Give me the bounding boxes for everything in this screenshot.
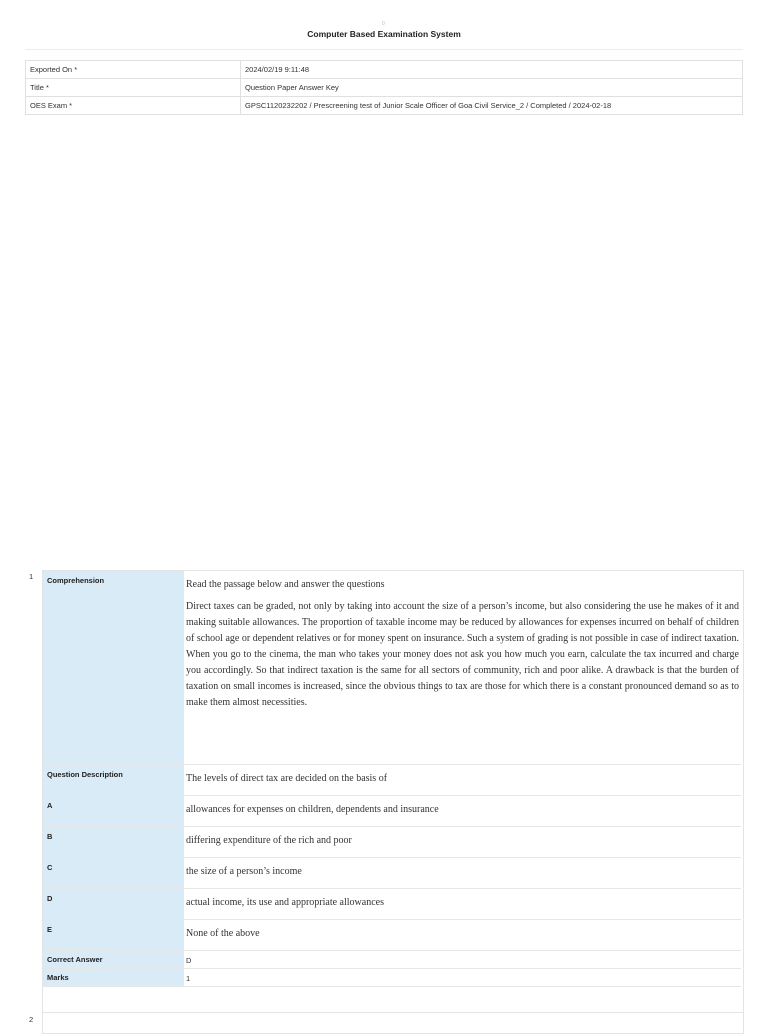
correct-answer-value: D — [184, 950, 741, 968]
question-number: 2 — [29, 1015, 34, 1024]
meta-key-title: Title * — [26, 79, 241, 97]
page-title: Computer Based Examination System — [307, 29, 461, 39]
export-metadata-table — [25, 60, 743, 115]
table-row — [43, 571, 741, 764]
option-text-b: differing expenditure of the rich and poor — [184, 826, 741, 857]
table-row — [26, 61, 743, 79]
meta-value-title: Question Paper Answer Key — [241, 79, 743, 97]
comprehension-cell — [184, 571, 741, 764]
meta-key-exported-on: Exported On * — [26, 61, 241, 79]
table-row — [43, 857, 741, 888]
question-table — [43, 571, 741, 987]
marks-value: 1 — [184, 968, 741, 986]
option-label-e: E — [43, 919, 184, 950]
comprehension-intro: Read the passage below and answer the questions — [186, 579, 385, 590]
correct-answer-label: Correct Answer — [43, 950, 184, 968]
table-row — [26, 97, 743, 115]
table-row — [43, 795, 741, 826]
option-label-d: D — [43, 888, 184, 919]
option-label-a: A — [43, 795, 184, 826]
page-mark: 0 — [382, 21, 385, 27]
table-row — [26, 79, 743, 97]
table-row — [43, 919, 741, 950]
question-description: The levels of direct tax are decided on the basis of — [184, 764, 741, 795]
table-row — [43, 826, 741, 857]
comprehension-label: Comprehension — [43, 571, 184, 764]
meta-value-oes-exam: GPSC1120232202 / Prescreening test of Junior Scale Officer of Goa Civil Service_2 / Completed / 2024-02-18 — [241, 97, 743, 115]
option-text-e: None of the above — [184, 919, 741, 950]
table-row — [43, 764, 741, 795]
question-card — [42, 570, 744, 1012]
comprehension-passage: Direct taxes can be graded, not only by taking into account the size of a person’s income, but also considering the use he makes of it and making suitable allowances. The proportion of taxable income may be reduced by allowances for expenses incurred on behalf of children of school age or dependent relatives or for money spent on insurance. Such a system of grading is not possible in case of indirect taxation. When you go to the cinema, the man who takes your money does not ask you how much you earn, calculate the tax incurred and charge you accordingly. So that indirect taxation is the same for all sectors of community, rich and poor alike. A drawback is that the burden of taxation on small incomes is increased, since the obvious things to tax are those for which there is a constant pronounced demand so as to make them almost necessities. — [186, 601, 739, 708]
question-number: 1 — [29, 572, 34, 581]
title-divider — [25, 49, 743, 50]
marks-label: Marks — [43, 968, 184, 986]
table-row — [43, 950, 741, 968]
option-text-a: allowances for expenses on children, dependents and insurance — [184, 795, 741, 826]
table-row — [43, 888, 741, 919]
option-label-c: C — [43, 857, 184, 888]
option-label-b: B — [43, 826, 184, 857]
meta-key-oes-exam: OES Exam * — [26, 97, 241, 115]
meta-value-exported-on: 2024/02/19 9:11:48 — [241, 61, 743, 79]
option-text-c: the size of a person’s income — [184, 857, 741, 888]
table-row — [43, 968, 741, 986]
question-description-label: Question Description — [43, 764, 184, 795]
question-card — [42, 1012, 744, 1034]
option-text-d: actual income, its use and appropriate allowances — [184, 888, 741, 919]
